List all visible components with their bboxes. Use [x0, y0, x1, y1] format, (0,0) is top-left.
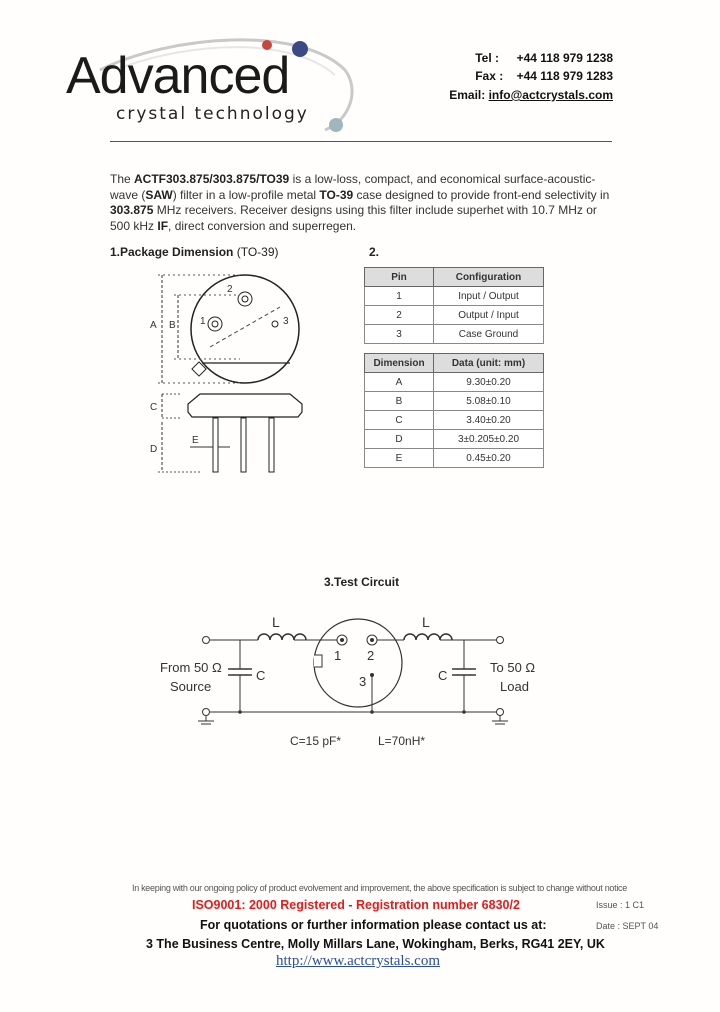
intro-model: ACTF303.875/303.875/TO39 — [134, 172, 290, 186]
pin-axis — [210, 307, 280, 347]
dimension-cell: D — [365, 430, 434, 449]
tel-value: +44 118 979 1238 — [516, 51, 613, 65]
intro-text: ) filter in a low-profile metal — [172, 187, 320, 202]
dim-E-label: E — [192, 435, 199, 446]
pin3-marker — [272, 321, 278, 327]
data-cell: 9.30±0.20 — [434, 373, 544, 392]
saw-pin2-label: 2 — [367, 648, 375, 663]
config-cell: Case Ground — [434, 325, 544, 344]
pin-cell: 2 — [365, 306, 434, 325]
intro-if: IF — [157, 218, 169, 233]
ground-terminal-right — [497, 709, 504, 716]
website-link[interactable]: http://www.actcrystals.com — [276, 953, 440, 969]
package-title-text: 1.Package Dimension — [110, 245, 234, 259]
saw-pin1-label: 1 — [334, 648, 342, 663]
data-cell: 5.08±0.10 — [434, 392, 544, 411]
data-cell: 3±0.205±0.20 — [434, 430, 544, 449]
config-cell: Input / Output — [434, 287, 544, 306]
table-row — [365, 411, 544, 430]
capacitor-left-label: C — [256, 668, 266, 683]
intro-saw: SAW — [145, 187, 173, 202]
dimension-cell: C — [365, 411, 434, 430]
dim-C-label: C — [150, 402, 158, 413]
saw-pin3-label: 3 — [359, 674, 367, 689]
logo-sphere-blue — [292, 41, 308, 57]
pin1-label: 1 — [200, 316, 206, 327]
pin-col-header: Pin — [365, 268, 434, 287]
package-top-circle — [191, 275, 299, 383]
issue-number: Issue : 1 C1 — [596, 900, 645, 910]
intro-text: The — [110, 172, 135, 186]
tel-label: Tel : — [475, 51, 499, 65]
inductor-right-label: L — [422, 614, 430, 630]
table-row — [365, 449, 544, 468]
dimension-cell: A — [365, 373, 434, 392]
package-dimension-title — [110, 245, 279, 259]
table-row — [365, 373, 544, 392]
load-label-2: Load — [500, 679, 529, 694]
email-row — [449, 88, 613, 102]
fax-row — [475, 69, 613, 83]
intro-freq: 303.875 — [110, 203, 154, 217]
intro-text: is a low-loss, compact, and economical surface-acoustic-wave ( — [110, 172, 596, 202]
output-terminal — [497, 637, 504, 644]
dimension-cell: E — [365, 449, 434, 468]
intro-text: , direct conversion and superregen. — [168, 218, 357, 233]
inductor-left-label: L — [272, 614, 280, 630]
inductor-value: L=70nH* — [378, 734, 426, 748]
data-cell: 3.40±0.20 — [434, 411, 544, 430]
company-address: 3 The Business Centre, Molly Millars Lane, Wokingham, Berks, RG41 2EY, UK — [146, 937, 605, 951]
logo-tagline: crystal technology — [116, 104, 309, 124]
package-title-sub: (TO-39) — [233, 245, 279, 259]
pin2-marker — [238, 292, 252, 306]
pin-cell: 3 — [365, 325, 434, 344]
package-drawing — [140, 262, 320, 484]
logo-sphere-grey — [329, 118, 343, 132]
pin3-label: 3 — [283, 316, 289, 327]
table-row — [365, 306, 544, 325]
pin-cell: 1 — [365, 287, 434, 306]
tables-title: 2. — [369, 245, 380, 259]
table-row — [365, 430, 544, 449]
intro-paragraph — [110, 172, 620, 234]
intro-text: MHz receivers. Receiver designs using this filter include superhet with 10.7 MHz or 500 kHz — [110, 203, 597, 233]
data-col-header: Data (unit: mm) — [434, 354, 544, 373]
load-label-1: To 50 Ω — [490, 660, 536, 675]
ground-terminal-left — [203, 709, 210, 716]
table-row — [365, 287, 544, 306]
capacitor-value: C=15 pF* — [290, 734, 342, 748]
config-cell: Output / Input — [434, 306, 544, 325]
intro-text: case designed to provide front-end selectivity in — [353, 187, 610, 202]
lead-1 — [213, 418, 218, 472]
logo-wordmark: Advanced — [66, 47, 290, 105]
dim-B-label: B — [169, 320, 176, 331]
inductor-right — [404, 634, 452, 640]
input-terminal — [203, 637, 210, 644]
dimension-col-header: Dimension — [365, 354, 434, 373]
dimension-cell: B — [365, 392, 434, 411]
capacitor-right-label: C — [438, 668, 448, 683]
source-label-1: From 50 Ω — [160, 660, 222, 675]
config-col-header: Configuration — [434, 268, 544, 287]
package-side-body — [188, 394, 302, 417]
email-link[interactable]: info@actcrystals.com — [488, 88, 613, 102]
tel-row — [475, 51, 613, 65]
policy-note: In keeping with our ongoing policy of product evolvement and improvement, the above specification is subject to change without notice — [132, 883, 627, 893]
pin1-marker — [208, 317, 222, 331]
intro-case: TO-39 — [319, 187, 354, 202]
lead-3 — [269, 418, 274, 472]
table-row — [365, 325, 544, 344]
data-cell: 0.45±0.20 — [434, 449, 544, 468]
pin-table — [364, 267, 544, 344]
contact-prompt: For quotations or further information please contact us at: — [200, 918, 547, 932]
iso-registration: ISO9001: 2000 Registered - Registration number 6830/2 — [192, 898, 520, 912]
pin2-label: 2 — [227, 284, 233, 295]
test-circuit-title: 3.Test Circuit — [324, 575, 400, 589]
saw-filter-symbol — [314, 619, 402, 707]
source-label-2: Source — [170, 679, 212, 694]
dim-A-label: A — [150, 320, 157, 331]
dim-D-label: D — [150, 444, 158, 455]
issue-date: Date : SEPT 04 — [596, 921, 659, 931]
email-label: Email: — [449, 88, 486, 102]
dimension-table — [364, 353, 544, 468]
lead-2 — [241, 418, 246, 472]
fax-value: +44 118 979 1283 — [516, 69, 613, 83]
table-row — [365, 392, 544, 411]
fax-label: Fax : — [475, 69, 504, 83]
header-divider — [110, 141, 612, 142]
test-circuit-diagram — [150, 605, 570, 755]
inductor-left — [258, 634, 306, 640]
